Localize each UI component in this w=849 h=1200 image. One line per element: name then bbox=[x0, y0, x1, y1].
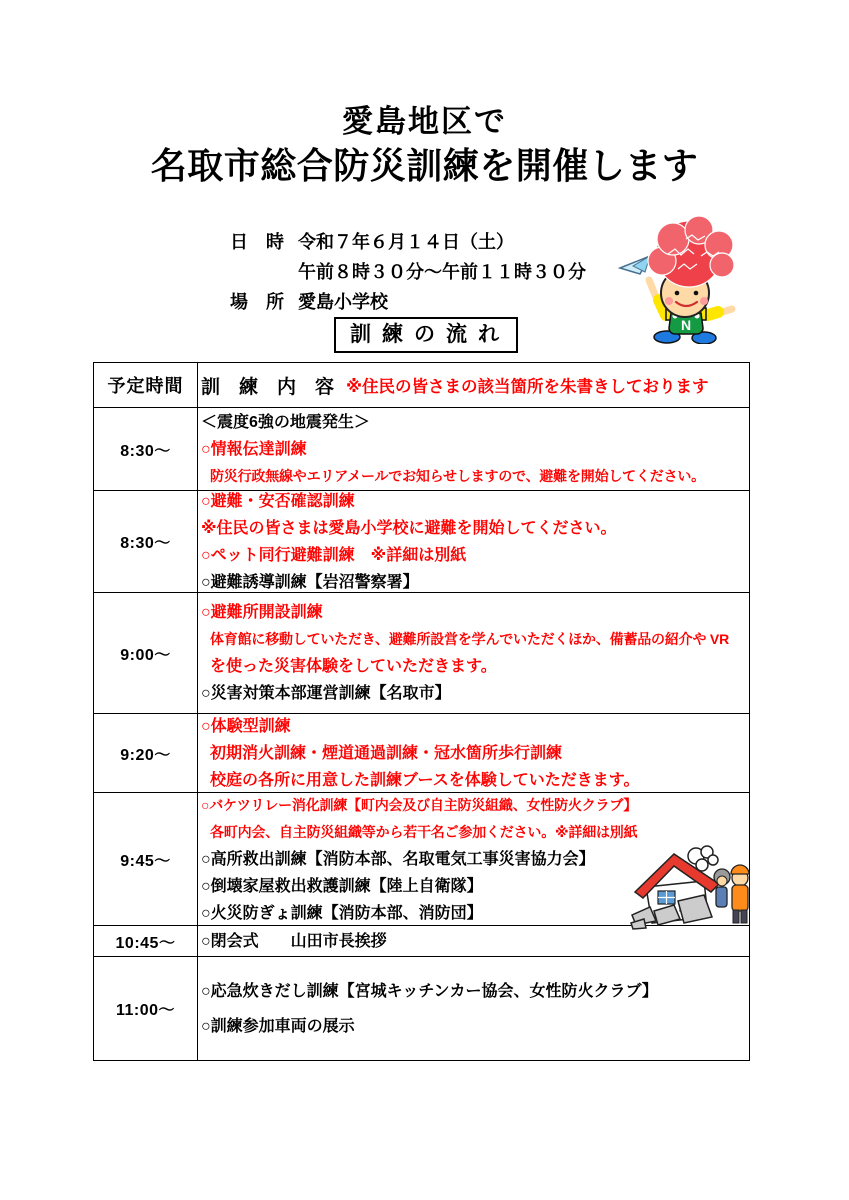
rescue-worker bbox=[731, 865, 749, 923]
content-line: ○避難誘導訓練【岩沼警察署】 bbox=[201, 573, 419, 591]
scheduled-time: 10:45～ bbox=[94, 926, 198, 956]
scheduled-time: 9:00～ bbox=[94, 593, 198, 713]
content-line: 各町内会、自主防災組織等から若干名ご参加ください。※詳細は別紙 bbox=[210, 823, 638, 840]
mascot-eye bbox=[675, 291, 680, 296]
content-line: ○避難所開設訓練 bbox=[201, 604, 323, 621]
table-row bbox=[94, 491, 749, 593]
table-row bbox=[94, 957, 749, 1060]
event-info bbox=[230, 227, 586, 317]
content-line: ○応急炊きだし訓練【宮城キッチンカー協会、女性防火クラブ】 bbox=[201, 982, 658, 1000]
place-line bbox=[230, 287, 586, 317]
datetime-label: 日 時 bbox=[230, 232, 284, 252]
page-title-line2: 名取市総合防災訓練を開催します bbox=[150, 145, 699, 186]
content-line: ○災害対策本部運営訓練【名取市】 bbox=[201, 685, 451, 702]
scheduled-time: 8:30～ bbox=[94, 491, 198, 592]
training-content-cell bbox=[198, 957, 749, 1060]
schedule-table bbox=[93, 362, 750, 1061]
header-red-note: ※住民の皆さまの該当箇所を朱書きしております bbox=[346, 378, 709, 396]
table-body bbox=[94, 408, 749, 1060]
place-value: 愛島小学校 bbox=[298, 292, 388, 312]
table-row bbox=[94, 593, 749, 714]
carried-person bbox=[714, 869, 730, 907]
header-content-title: 訓 練 内 容 bbox=[201, 376, 335, 398]
datetime-value: 令和７年６月１４日（土） bbox=[298, 232, 514, 252]
table-header-row bbox=[94, 363, 749, 408]
content-line: ○体験型訓練 bbox=[201, 717, 291, 735]
content-line: ○バケツリレー消化訓練【町内会及び自主防災組織、女性防火クラブ】 bbox=[201, 796, 638, 813]
scheduled-time: 11:00～ bbox=[94, 957, 198, 1060]
carnation-flower bbox=[648, 216, 734, 287]
content-line: 初期消火訓練・煙道通過訓練・冠水箇所歩行訓練 bbox=[210, 744, 563, 762]
training-content-cell bbox=[198, 408, 749, 490]
content-line: を使った災害体験をしていただきます。 bbox=[210, 658, 497, 675]
content-line: ＜震度6強の地震発生＞ bbox=[201, 413, 370, 431]
house-window bbox=[658, 891, 675, 904]
content-line: ○火災防ぎょ訓練【消防本部、消防団】 bbox=[201, 904, 483, 922]
page-title-line1: 愛島地区で bbox=[342, 104, 507, 139]
content-line: ○ペット同行避難訓練 ※詳細は別紙 bbox=[201, 546, 467, 564]
datetime-line2 bbox=[230, 257, 586, 287]
table-row bbox=[94, 714, 749, 793]
scheduled-time: 9:45～ bbox=[94, 793, 198, 925]
datetime-value2: 午前８時３０分～午前１１時３０分 bbox=[298, 262, 586, 282]
mascot-eye bbox=[694, 291, 699, 296]
datetime-line bbox=[230, 227, 586, 257]
scheduled-time: 9:20～ bbox=[94, 714, 198, 792]
training-content-cell bbox=[198, 714, 749, 792]
content-line: ○倒壊家屋救出救護訓練【陸上自衛隊】 bbox=[201, 877, 483, 895]
content-line: ○情報伝達訓練 bbox=[201, 440, 307, 458]
training-content-cell bbox=[198, 491, 749, 592]
content-line: ○高所救出訓練【消防本部、名取電気工事災害協力会】 bbox=[201, 850, 595, 868]
place-label: 場 所 bbox=[230, 292, 284, 312]
training-content-cell bbox=[198, 593, 749, 713]
header-content-cell bbox=[198, 363, 749, 407]
collapsed-house-rescue-illustration bbox=[630, 845, 752, 931]
mascot-blush bbox=[665, 297, 673, 305]
content-line: ○訓練参加車両の展示 bbox=[201, 1017, 355, 1035]
mascot-blush bbox=[700, 297, 708, 305]
datetime-spacer bbox=[230, 257, 286, 287]
table-row bbox=[94, 408, 749, 491]
paper-airplane-icon bbox=[620, 256, 650, 274]
content-line: 防災行政無線やエリアメールでお知らせしますので、避難を開始してください。 bbox=[210, 467, 705, 484]
header-time-cell: 予定時間 bbox=[94, 363, 198, 407]
content-line: ○避難・安否確認訓練 bbox=[201, 492, 355, 510]
flow-title: 訓練の流れ bbox=[350, 323, 510, 346]
content-line: ※住民の皆さまは愛島小学校に避難を開始してください。 bbox=[201, 519, 617, 537]
mascot-n-initial: N bbox=[680, 317, 692, 333]
scheduled-time: 8:30～ bbox=[94, 408, 198, 490]
carnation-mascot-illustration bbox=[616, 214, 758, 344]
flow-title-box bbox=[334, 317, 518, 353]
mascot-right-sleeve bbox=[708, 312, 718, 315]
content-line: 体育館に移動していただき、避難所設営を学んでいただくほか、備蓄品の紹介や VR bbox=[210, 631, 729, 647]
content-line: ○閉会式 山田市長挨拶 bbox=[201, 932, 387, 950]
content-line: 校庭の各所に用意した訓練ブースを体験していただきます。 bbox=[210, 771, 640, 789]
